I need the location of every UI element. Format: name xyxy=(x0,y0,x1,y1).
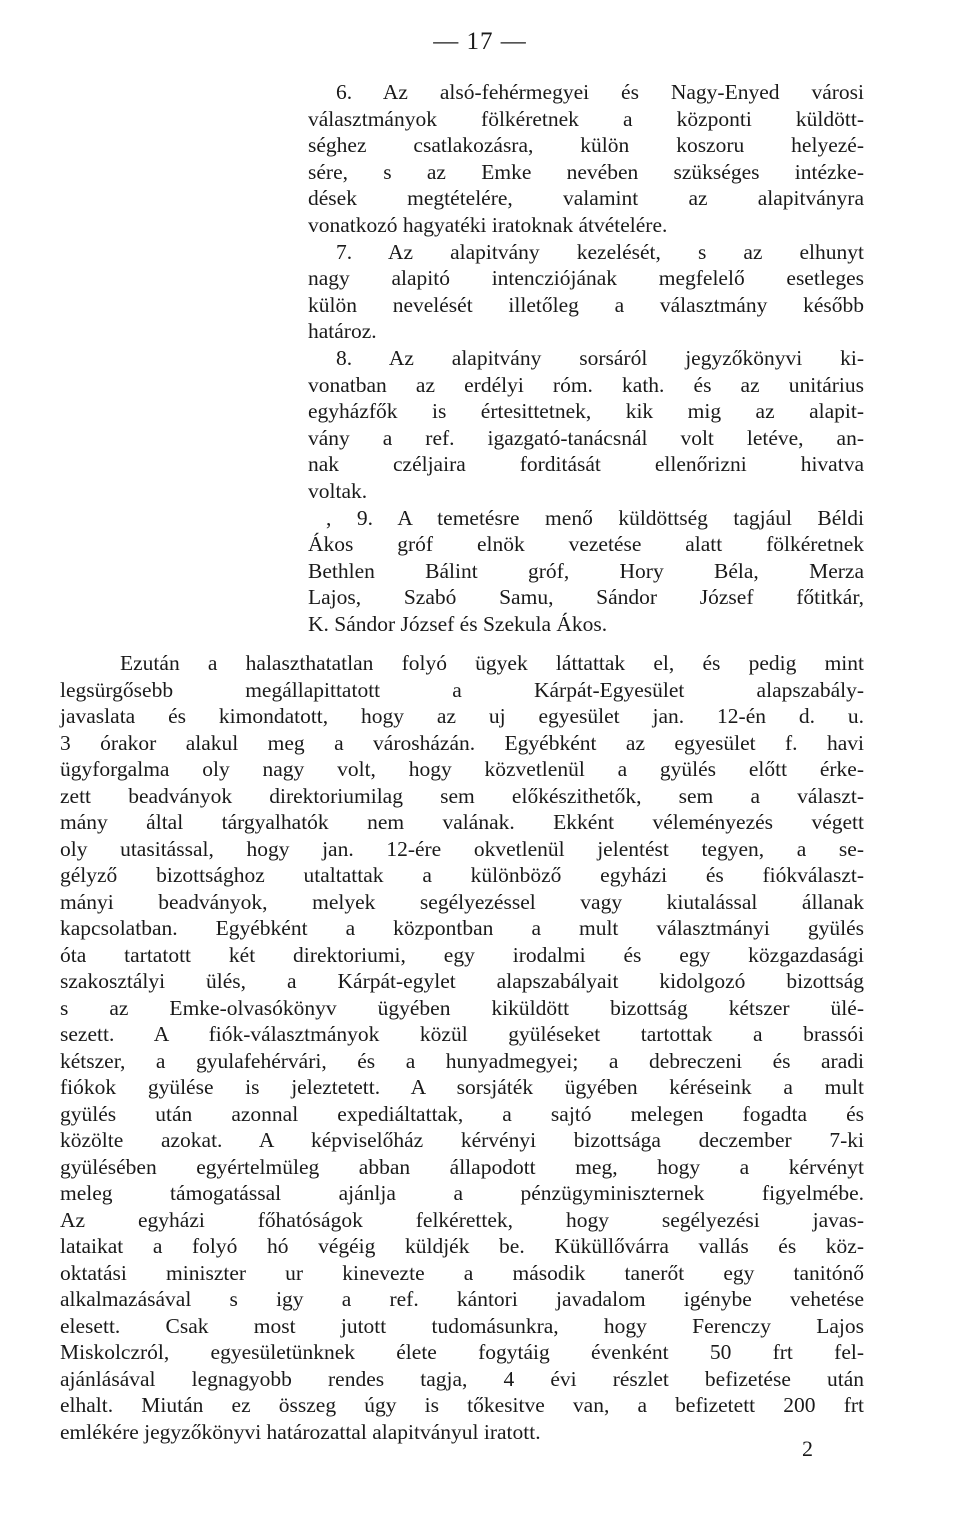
text-line: közölte azokat. A képviselőház kérvényi bizottsága deczember 7-ki xyxy=(60,1128,864,1152)
text-line: sére, s az Emke nevében szükséges intézke- xyxy=(308,159,864,184)
text-line: elhalt. Miután ez összeg úgy is tőkesitve van, a befizetett 200 frt xyxy=(60,1393,864,1417)
text-line: kétszer, a gyulafehérvári, és a hunyadmegyei; a debreczeni és aradi xyxy=(60,1048,864,1073)
text-line: választmányok fölkéretnek a központi küldött- xyxy=(308,106,864,131)
text-line: lataikat a folyó hó végéig küldjék be. Küküllővárra vallás és köz- xyxy=(60,1234,864,1258)
text-line: meleg támogatással ajánlja a pénzügyminiszternek figyelmébe. xyxy=(60,1181,864,1205)
text-line: Ezután a halaszthatatlan folyó ügyek láttattak el, és pedig mint xyxy=(120,651,864,675)
text-line: s az Emke-olvasókönyv ügyében kiküldött bizottság kétszer ülé- xyxy=(60,995,864,1020)
text-line: ügyforgalma oly nagy volt, hogy közvetlenül a gyülés előtt érke- xyxy=(60,757,864,781)
text-line: egyházfők is értesittetnek, kik mig az alapit- xyxy=(308,399,864,424)
main-paragraph xyxy=(60,650,864,1445)
text-line: kapcsolatban. Egyébként a központban a mult választmányi gyülés xyxy=(60,916,864,940)
text-line: oly utasitással, hogy jan. 12-ére okvetlenül jelentést tegyen, a se- xyxy=(60,836,864,861)
text-line: Miskolczról, egyesületünknek élete fogytáig évenként 50 frt fel- xyxy=(60,1340,864,1364)
text-line: 6. Az alsó-fehérmegyei és Nagy-Enyed városi xyxy=(336,80,864,104)
text-line: 3 órakor alakul meg a városházán. Egyébként az egyesület f. havi xyxy=(60,730,864,755)
signature-mark: 2 xyxy=(802,1436,813,1461)
text-line: óta tartatott két direktoriumi, egy irodalmi és egy közgazdasági xyxy=(60,942,864,967)
text-line: Az egyházi főhatóságok felkérettek, hogy segélyezési javas- xyxy=(60,1207,864,1232)
page-number: — 17 — xyxy=(433,28,527,55)
text-line: szakosztályi ülés, a Kárpát-egylet alapszabályait kidolgozó bizottság xyxy=(60,969,864,993)
text-line: határoz. xyxy=(308,319,377,344)
text-line: 8. Az alapitvány sorsáról jegyzőkönyvi ki- xyxy=(336,345,864,370)
text-line: nagy alapitó intencziójának megfelelő esetleges xyxy=(308,266,864,291)
text-line: gyülésében egyértelmüleg abban állapodott meg, hogy a kérvényt xyxy=(60,1154,864,1179)
text-line: vonatban az erdélyi róm. kath. és az unitárius xyxy=(308,372,864,397)
text-line: dések megtételére, valamint az alapitványra xyxy=(308,186,864,211)
text-line: elesett. Csak most jutott tudomásunkra, hogy Ferenczy Lajos xyxy=(60,1313,864,1338)
text-line: gélyző bizottsághoz utaltattak a különböző egyházi és fiókválaszt- xyxy=(60,863,864,887)
text-line: voltak. xyxy=(308,478,368,503)
text-line: fiókok gyülése is jeleztetett. A sorsjáték ügyében kéréseink a mult xyxy=(60,1075,864,1099)
text-line: 7. Az alapitvány kezelését, s az elhunyt xyxy=(336,239,864,264)
text-line: gyülés után azonnal expediáltattak, a sajtó melegen fogadta és xyxy=(60,1101,864,1126)
text-line: Lajos, Szabó Samu, Sándor József főtitkár, xyxy=(308,585,864,610)
text-line: K. Sándor József és Szekula Ákos. xyxy=(308,611,608,636)
text-line: legsürgősebb megállapittatott a Kárpát-Egyesület alapszabály- xyxy=(60,677,864,702)
text-line: , 9. A temetésre menő küldöttség tagjául Béldi xyxy=(326,505,864,530)
text-line: mányi beadványok, melyek segélyezéssel vagy kiutalással állanak xyxy=(60,889,864,914)
text-line: zett beadványok direktoriumilag sem előkészithetők, sem a választ- xyxy=(60,783,864,808)
text-line: séghez csatlakozásra, külön koszoru helyezé- xyxy=(308,133,864,158)
text-line: alkalmazásával s igy a ref. kántori javadalom igénybe vehetése xyxy=(60,1287,864,1311)
text-line: sezett. A fiók-választmányok közül gyüléseket tartottak a brassói xyxy=(60,1022,864,1046)
text-line: vány a ref. igazgató-tanácsnál volt letéve, an- xyxy=(308,425,864,450)
text-line: ajánlásával legnagyobb rendes tagja, 4 évi részlet befizetése után xyxy=(60,1366,864,1391)
text-line: Ákos gróf elnök vezetése alatt fölkéretnek xyxy=(308,532,864,557)
text-line: mány által tárgyalhatók nem valának. Ekként véleményezés végett xyxy=(60,810,864,834)
text-line: vonatkozó hagyatéki iratoknak átvételére. xyxy=(308,212,668,237)
text-line: külön nevelését illetőleg a választmány később xyxy=(308,292,864,317)
text-line: oktatási miniszter ur kinevezte a második tanerőt egy tanitónő xyxy=(60,1260,864,1285)
resolutions-column xyxy=(308,79,864,637)
text-line: nak czéljaira forditását ellenőrizni hivatva xyxy=(308,452,864,477)
text-line: Bethlen Bálint gróf, Hory Béla, Merza xyxy=(308,558,864,583)
text-line: emlékére jegyzőkönyvi határozattal alapitványul iratott. xyxy=(60,1419,541,1444)
text-line: javaslata és kimondatott, hogy az uj egyesület jan. 12-én d. u. xyxy=(60,704,864,728)
